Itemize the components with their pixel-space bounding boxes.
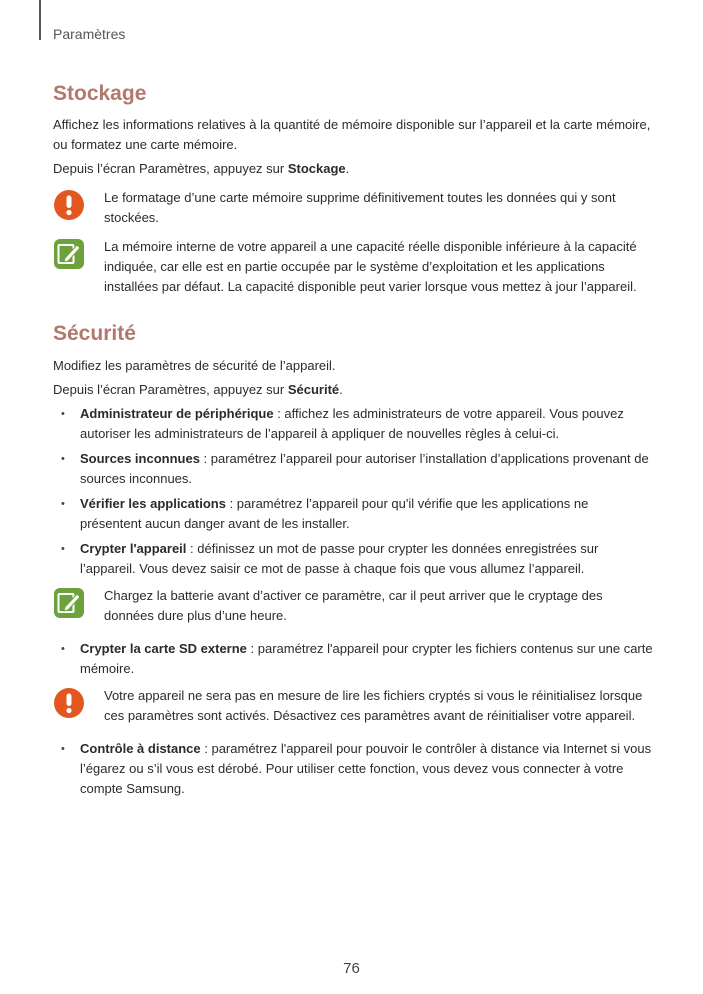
security-heading: Sécurité bbox=[53, 322, 136, 345]
security-intro: Modifiez les paramètres de sécurité de l’appareil. bbox=[53, 358, 336, 373]
security-item-device-admin: • Administrateur de périphérique : affichez les administrateurs de votre appareil. Vous pouvez autoriser les administrateurs de l’appareil à appliquer de nouvelles règles à celui-ci. bbox=[53, 404, 653, 444]
storage-heading: Stockage bbox=[53, 82, 147, 105]
memo-icon bbox=[53, 238, 85, 270]
security-list-continued bbox=[53, 639, 653, 679]
storage-path: Depuis l’écran Paramètres, appuyez sur Stockage. bbox=[53, 161, 350, 176]
warning-icon bbox=[53, 189, 85, 221]
warning-icon bbox=[53, 687, 85, 719]
storage-info-note: La mémoire interne de votre appareil a une capacité réelle disponible inférieure à la capacité indiquée, car elle est en partie occupée par le système d’exploitation et les applications installées par défaut. La capacité disponible peut varier lorsque vous mettez à jour l’appareil. bbox=[53, 237, 653, 297]
security-warning-note: Votre appareil ne sera pas en mesure de lire les fichiers cryptés si vous le réinitialisez lorsque ces paramètres sont activés. Désactivez ces paramètres avant de réinitialiser votre appareil. bbox=[53, 686, 653, 726]
security-item-encrypt-sd: • Crypter la carte SD externe : paramétrez l'appareil pour crypter les fichiers contenus sur une carte mémoire. bbox=[53, 639, 653, 679]
memo-icon bbox=[53, 587, 85, 619]
storage-intro: Affichez les informations relatives à la quantité de mémoire disponible sur l’appareil et la carte mémoire, ou formatez une carte mémoire. bbox=[53, 117, 651, 152]
security-item-unknown-sources: • Sources inconnues : paramétrez l’appareil pour autoriser l’installation d’applications provenant de sources inconnues. bbox=[53, 449, 653, 489]
security-item-verify-apps: • Vérifier les applications : paramétrez l’appareil pour qu'il vérifie que les applications ne présentent aucun danger avant de les installer. bbox=[53, 494, 653, 534]
security-item-remote-control: • Contrôle à distance : paramétrez l'appareil pour pouvoir le contrôler à distance via Internet si vous l’égarez ou s’il vous est dérobé. Pour utiliser cette fonction, vous devez vous connecter à votre compte Samsung. bbox=[53, 739, 653, 799]
security-item-encrypt-device: • Crypter l'appareil : définissez un mot de passe pour crypter les données enregistrées sur l’appareil. Vous devez saisir ce mot de passe à chaque fois que vous allumez l’appareil. bbox=[53, 539, 653, 579]
page-content bbox=[53, 80, 653, 799]
page-number: 76 bbox=[343, 960, 360, 977]
security-list-end bbox=[53, 739, 653, 799]
security-info-note: Chargez la batterie avant d’activer ce paramètre, car il peut arriver que le cryptage des données dure plus d’une heure. bbox=[53, 586, 653, 626]
running-header: Paramètres bbox=[53, 26, 126, 42]
storage-warning-note: Le formatage d’une carte mémoire supprime définitivement toutes les données qui y sont stockées. bbox=[53, 188, 653, 228]
security-path: Depuis l’écran Paramètres, appuyez sur Sécurité. bbox=[53, 382, 343, 397]
header-rule bbox=[39, 0, 41, 40]
security-list bbox=[53, 404, 653, 579]
